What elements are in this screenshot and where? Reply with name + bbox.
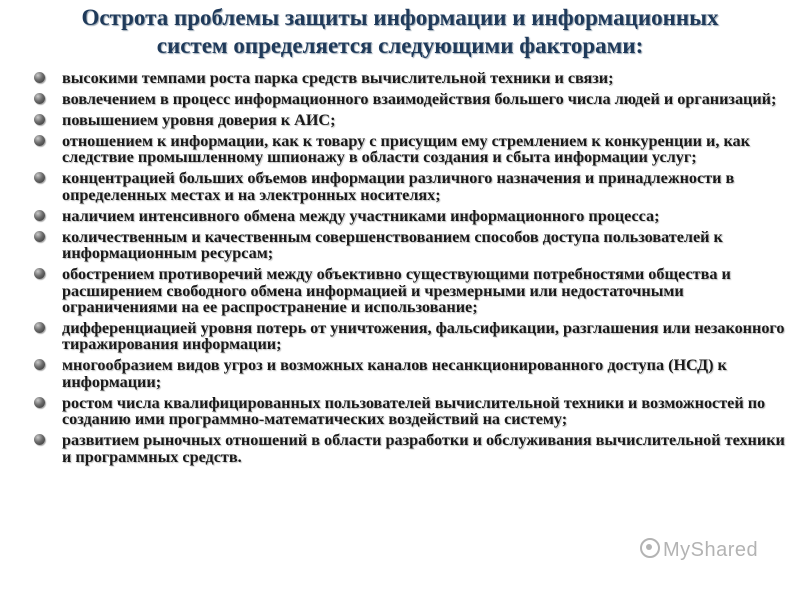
title-line-2: систем определяется следующими факторами: (156, 33, 644, 58)
bullet-dot-icon (34, 114, 45, 125)
bullet-item (34, 357, 789, 390)
bullet-text: концентрацией больших объемов информации различного назначения и принадлежности в определенных местах и на электронных носителях; (62, 169, 735, 204)
bullet-item (34, 91, 789, 107)
bullet-item (34, 432, 789, 465)
bullet-text: ростом числа квалифицированных пользователей вычислительной техники и возможностей по созданию ими программно-математических воздействий на систему; (62, 393, 766, 429)
bullet-text: высокими темпами роста парка средств вычислительной техники и связи; (62, 69, 614, 87)
bullet-dot-icon (34, 322, 45, 333)
bullet-text: многообразием видов угроз и возможных каналов несанкционированного доступа (НСД) к информации; (62, 356, 727, 391)
bullet-dot-icon (34, 434, 45, 445)
share-icon (640, 538, 660, 558)
bullet-dot-icon (34, 359, 45, 370)
bullet-text: обострением противоречий между объективно существующими потребностями общества и расширением свободного обмена информацией и чрезмерными или недостаточными ограничениями на ее распространение и использование; (62, 265, 731, 317)
bullet-list (34, 70, 789, 470)
bullet-text: повышением уровня доверия к АИС; (62, 111, 336, 129)
watermark-logo (640, 538, 758, 562)
bullet-item (34, 266, 789, 315)
bullet-item (34, 133, 789, 166)
bullet-item (34, 208, 789, 224)
bullet-dot-icon (34, 397, 45, 408)
bullet-dot-icon (34, 268, 45, 279)
bullet-item (34, 112, 789, 128)
bullet-dot-icon (34, 135, 45, 146)
bullet-dot-icon (34, 231, 45, 242)
bullet-text: развитием рыночных отношений в области разработки и обслуживания вычислительной техники и программных средств. (62, 431, 785, 466)
bullet-item (34, 170, 789, 203)
bullet-item (34, 395, 789, 428)
bullet-item (34, 70, 789, 86)
title-line-1: Острота проблемы защиты информации и информационных (81, 5, 719, 30)
bullet-dot-icon (34, 72, 45, 83)
bullet-dot-icon (34, 172, 45, 183)
bullet-text: наличием интенсивного обмена между участниками информационного процесса; (62, 206, 660, 225)
bullet-text: количественным и качественным совершенствованием способов доступа пользователей к информационным ресурсам; (62, 227, 723, 263)
bullet-text: вовлечением в процесс информационного взаимодействия большего числа людей и организаций; (62, 90, 777, 108)
bullet-text: отношением к информации, как к товару с присущим ему стремлением к конкуренции и, как следствие промышленному шпионажу в области создания и сбыта информации услуг; (62, 132, 750, 167)
slide-title (20, 4, 780, 60)
watermark-text: MyShared (663, 539, 759, 561)
bullet-item (34, 320, 789, 353)
bullet-text: дифференциацией уровня потерь от уничтожения, фальсификации, разглашения или незаконного тиражирования информации; (62, 319, 785, 354)
bullet-dot-icon (34, 93, 45, 104)
bullet-dot-icon (34, 210, 45, 221)
bullet-item (34, 229, 789, 262)
